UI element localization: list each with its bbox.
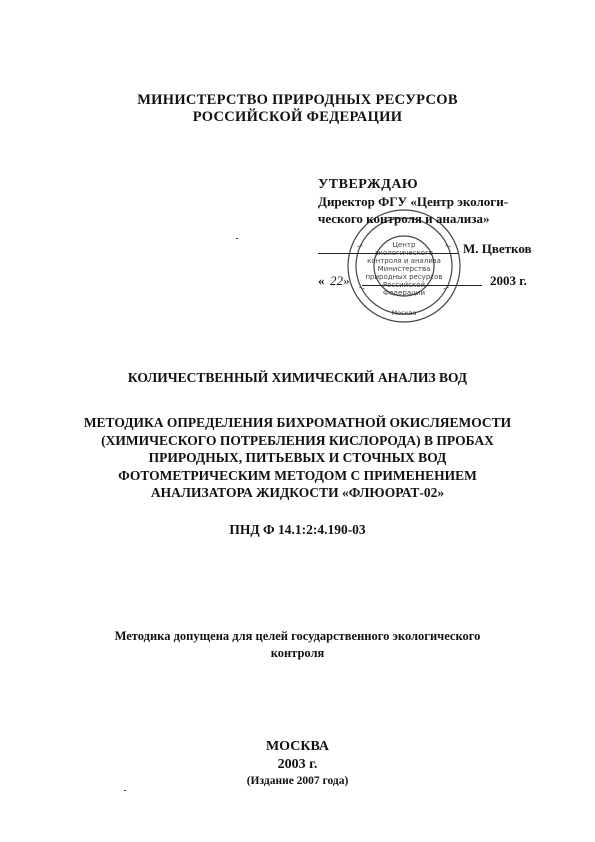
- approval-note-line-1: Методика допущена для целей государственного экологического: [114, 629, 481, 643]
- signature-line: [318, 253, 458, 254]
- document-title-line-2: (ХИМИЧЕСКОГО ПОТРЕБЛЕНИЯ КИСЛОРОДА) В ПРОБАХ: [101, 432, 494, 448]
- approval-line-1: Директор ФГУ «Центр экологи-: [318, 194, 509, 209]
- document-title-line-5: АНАЛИЗАТОРА ЖИДКОСТИ «ФЛЮОРАТ-02»: [150, 485, 445, 500]
- ministry-line-1: МИНИСТЕРСТВО ПРИРОДНЫХ РЕСУРСОВ: [137, 92, 458, 108]
- imprint: [0, 738, 595, 774]
- city-name: МОСКВА: [265, 739, 330, 754]
- date-month-line: [362, 285, 482, 286]
- seal-text-5: природных ресурсов: [365, 273, 443, 281]
- date-year: 2003 г.: [490, 273, 527, 288]
- document-code: ПНД Ф 14.1:2:4.190-03: [229, 522, 366, 537]
- scan-speck: [236, 238, 238, 239]
- seal-text-8: Москва: [391, 309, 417, 317]
- edition-note: (Издание 2007 года): [246, 775, 349, 787]
- date-day: 22»: [330, 273, 350, 288]
- ministry-header: [0, 92, 595, 126]
- document-title-line-1: МЕТОДИКА ОПРЕДЕЛЕНИЯ БИХРОМАТНОЙ ОКИСЛЯЕМОСТИ: [83, 415, 512, 430]
- scan-speck: [124, 790, 126, 791]
- approval-block: [318, 176, 548, 289]
- document-title: [0, 414, 595, 502]
- date-open-quote: «: [318, 273, 325, 288]
- approval-note: [0, 628, 595, 662]
- document-title-line-3: ПРИРОДНЫХ, ПИТЬЕВЫХ И СТОЧНЫХ ВОД: [148, 450, 447, 465]
- seal-text-1: Центр: [392, 241, 416, 249]
- seal-text-6: Российской: [382, 281, 426, 289]
- approval-line-2: ческого контроля и анализа»: [318, 211, 490, 226]
- seal-text-4: Министерства: [377, 265, 431, 273]
- document-title-line-4: ФОТОМЕТРИЧЕСКИМ МЕТОДОМ С ПРИМЕНЕНИЕМ: [118, 467, 477, 483]
- approval-note-line-2: контроля: [270, 646, 325, 660]
- document-category: КОЛИЧЕСТВЕННЫЙ ХИМИЧЕСКИЙ АНАЛИЗ ВОД: [127, 370, 468, 385]
- ministry-line-2: РОССИЙСКОЙ ФЕДЕРАЦИИ: [192, 109, 403, 125]
- seal-text-3: контроля и анализа: [367, 257, 441, 265]
- approval-heading: УТВЕРЖДАЮ: [318, 177, 419, 192]
- publication-year: 2003 г.: [277, 757, 318, 772]
- signature-name: М. Цветков: [463, 241, 532, 256]
- seal-text-2: экологического: [374, 249, 434, 257]
- seal-text-7: Федерации: [382, 289, 426, 297]
